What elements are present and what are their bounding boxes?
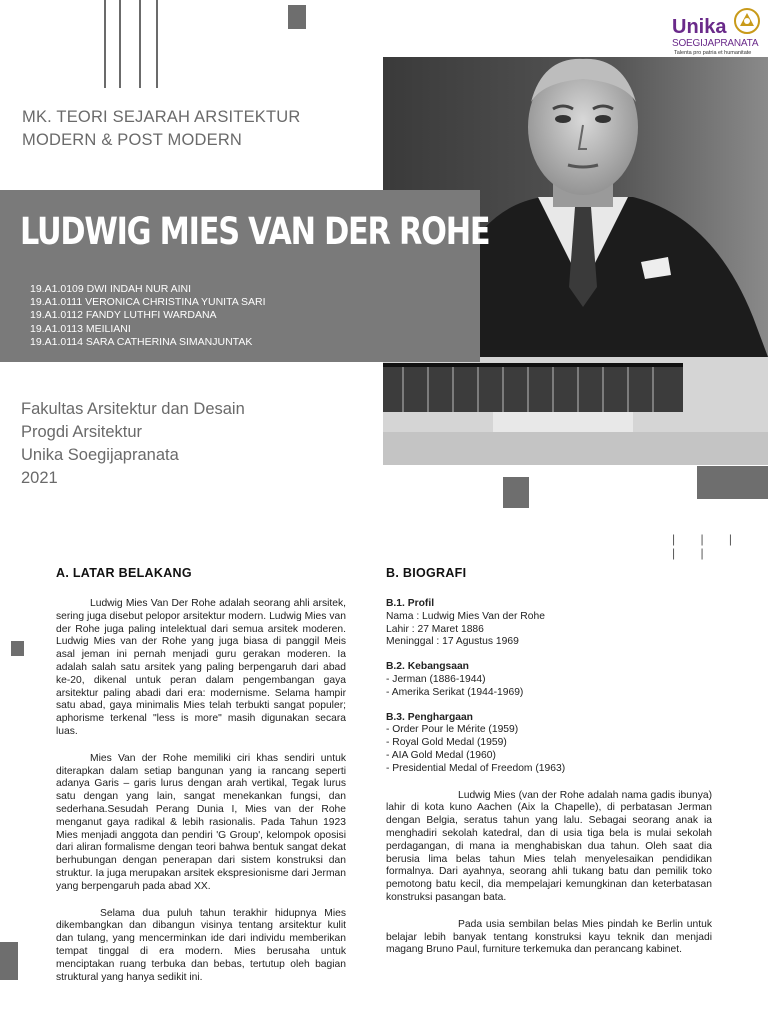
decor-square <box>697 466 768 499</box>
faculty-info <box>21 398 245 490</box>
page-title: LUDWIG MIES VAN DER ROHE <box>20 210 490 253</box>
decor-line <box>139 0 141 88</box>
member-list <box>30 283 266 349</box>
paragraph: Mies Van der Rohe memiliki ciri khas sendiri untuk diterapkan dalam setiap bangunan yang ia rancang seperti adanya Garis – garis lurus dengan arah vertikal, Tegak lurus satu dengan yang lain, sangat menekankan fungsi, dan sederhana.Sesudah Perang Dunia I, Mies van der Rohe menganut gaya radikal & lebih rasionalis. Pada Tahun 1923 Mies menjadi anggota dan pendiri 'G Group', kelompok oposisi dari aliran formalisme dengan teori bahwa bentuk sangat dekat berhubungan dengan penerapan dari sistem konstruksi dan struktur. Ia juga merupakan arsitek ekspresionisme dari Jerman yang berpengaruh pada abad XX. <box>56 752 346 892</box>
logo-subname: SOEGIJAPRANATA <box>672 38 759 49</box>
paragraph: Ludwig Mies Van Der Rohe adalah seorang ahli arsitek, sering juga disebut pelopor arsitektur modern. Ludwig Mies van der Rohe juga paling intelektual dari semua arsitek moderen. Ludwig Mies van der Rohe yang juga biasa di panggil Meis asal jeman ini pernah menjadi guru gerakan moderen. Ia adalah salah satu arsitek yang paling berpengaruh dari abad ke-20, dikenal untuk peran dalam pengembangan gaya arsitektur paling abadi dari era: modernisme. Selama hampir satu abad, gaya minimalis Mies telah terbukti sangat populer; aphorisme terkenal "less is more" masih digunakan secara luas. <box>56 598 346 737</box>
course-line-1: MK. TEORI SEJARAH ARSITEKTUR <box>22 108 301 126</box>
profil-line: Lahir : 27 Maret 1886 <box>386 623 484 635</box>
faculty-line: Fakultas Arsitektur dan Desain <box>21 400 245 418</box>
decor-square <box>288 5 306 29</box>
paragraph: Ludwig Mies (van der Rohe adalah nama gadis ibunya) lahir di kota kuno Aachen (Aix la Chapelle), di perbatasan Jerman dengan Belgia, seratus tahun yang lalu. Sebagai seorang anak ia menghadiri sekolah katedral, dan di usia tiga bela is mulai sekolah perdagangan, di mana ia menghabiskan dua tahun. Oleh saat dia berusia lima belas tahun Mies telah menyelesaikan pendidikan formalnya. Dari ayahnya, seorang ahli tukang batu dan pemilik toko pemotong batu kecil, dia mempelajari kemungkinan dan keterbatasan konstruksi pasangan bata. <box>386 789 712 903</box>
penghargaan-title: B.3. Penghargaan <box>386 711 473 723</box>
paragraph: Selama dua puluh tahun terakhir hidupnya Mies dikembangkan dan dibangun visinya tentang arsitektur kulit dan tulang, yang mencerminkan ide dari individu memberikan tempat tinggal di era modern. Mies berusaha untuk menciptakan ruang terbuka dan bebas, tertutup oleh bagian struktural yang hanya sedikit ini. <box>56 907 346 983</box>
section-b-heading: B. BIOGRAFI <box>386 566 467 580</box>
member-item: 19.A1.0111 VERONICA CHRISTINA YUNITA SARI <box>30 296 266 309</box>
member-item: 19.A1.0109 DWI INDAH NUR AINI <box>30 283 192 295</box>
section-a-body <box>56 598 346 984</box>
logo-name: Unika <box>672 16 727 38</box>
penghargaan-line: - Order Pour le Mérite (1959) <box>386 724 519 736</box>
kebangsaan-line: - Amerika Serikat (1944-1969) <box>386 686 524 698</box>
member-item: 19.A1.0112 FANDY LUTHFI WARDANA <box>30 309 217 322</box>
faculty-line: Unika Soegijapranata <box>21 446 179 464</box>
penghargaan-line: - Presidential Medal of Freedom (1963) <box>386 762 566 774</box>
university-logo <box>668 6 764 58</box>
logo-tagline: Talenta pro patria et humanitate <box>674 50 752 56</box>
profil-line: Nama : Ludwig Mies Van der Rohe <box>386 610 545 622</box>
penghargaan-line: - Royal Gold Medal (1959) <box>386 737 507 749</box>
section-b-body <box>386 598 712 957</box>
faculty-line: 2021 <box>21 469 58 487</box>
decor-square <box>0 942 18 980</box>
decor-square <box>503 477 529 508</box>
logo-emblem-icon <box>734 8 760 34</box>
kebangsaan-line: - Jerman (1886-1944) <box>386 673 486 685</box>
member-item: 19.A1.0114 SARA CATHERINA SIMANJUNTAK <box>30 335 253 348</box>
penghargaan-line: - AIA Gold Medal (1960) <box>386 749 496 761</box>
decor-square <box>11 641 24 656</box>
course-title <box>22 106 301 152</box>
faculty-line: Progdi Arsitektur <box>21 423 143 441</box>
kebangsaan-title: B.2. Kebangsaan <box>386 661 469 673</box>
decor-line <box>104 0 106 88</box>
paragraph: Pada usia sembilan belas Mies pindah ke Berlin untuk belajar lebih banyak tentang konstruksi kayu teknik dan menjadi magang Bruno Paul, furniture terkemuka dan perancang kabinet. <box>386 918 712 956</box>
decor-line <box>119 0 121 88</box>
profil-line: Meninggal : 17 Agustus 1969 <box>386 636 519 648</box>
profil-title: B.1. Profil <box>386 598 435 609</box>
decor-line <box>156 0 158 88</box>
course-line-2: MODERN & POST MODERN <box>22 131 243 149</box>
section-a-heading: A. LATAR BELAKANG <box>56 566 192 580</box>
decor-ticks: | | | | | <box>672 532 744 560</box>
member-item: 19.A1.0113 MEILIANI <box>30 322 131 335</box>
